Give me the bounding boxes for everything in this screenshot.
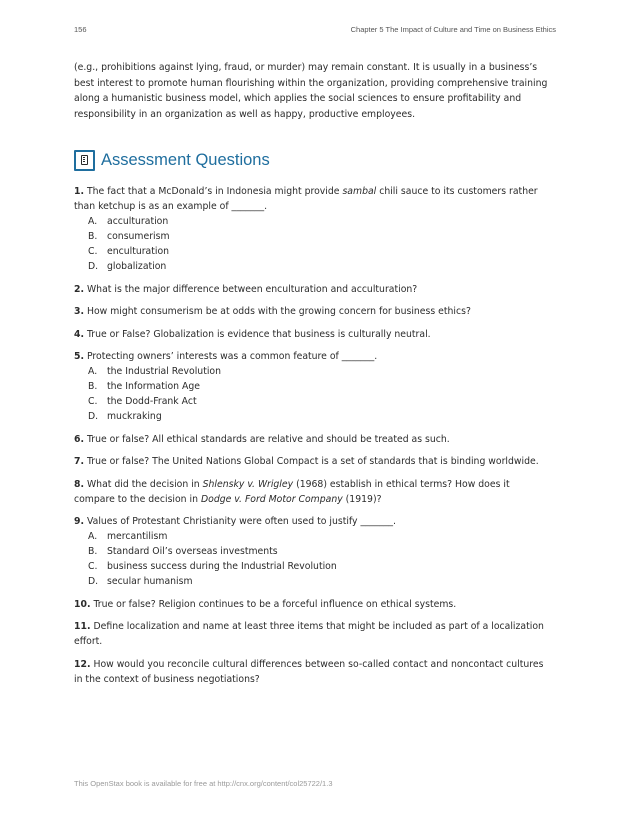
option-letter: C. [88, 396, 98, 407]
question-7 [74, 454, 544, 469]
question-12 [74, 657, 544, 687]
answer-option [74, 559, 544, 574]
option-letter: D. [88, 261, 99, 272]
option-letter: C. [88, 561, 98, 572]
question-number: 8. [74, 478, 85, 490]
answer-option [74, 409, 544, 424]
question-number: 10. [74, 598, 91, 610]
option-text: the Information Age [107, 381, 200, 392]
question-10 [74, 597, 544, 612]
question-text: Values of Protestant Christianity were often used to justify _______. [86, 516, 396, 527]
option-text: mercantilism [107, 531, 168, 542]
question-number: 5. [74, 351, 85, 362]
page-footer: This OpenStax book is available for free at http://cnx.org/content/col25722/1.3 [74, 779, 333, 788]
question-number: 1. [74, 186, 85, 197]
question-5 [74, 349, 544, 424]
option-letter: C. [88, 246, 98, 257]
answer-option [74, 364, 544, 379]
question-text: True or False? Globalization is evidence that business is culturally neutral. [86, 328, 431, 340]
question-1 [74, 184, 544, 274]
question-number: 2. [74, 283, 85, 295]
question-text: What is the major difference between enculturation and acculturation? [86, 283, 418, 295]
question-number: 4. [74, 328, 85, 340]
answer-option [74, 544, 544, 559]
question-4 [74, 327, 544, 342]
option-letter: D. [88, 411, 99, 422]
question-text: What did the decision in [86, 478, 203, 490]
page-number: 156 [74, 25, 87, 34]
question-text: True or false? The United Nations Global Compact is a set of standards that is binding worldwide. [86, 456, 539, 467]
option-letter: B. [88, 231, 98, 242]
chapter-title: Chapter 5 The Impact of Culture and Time on Business Ethics [350, 25, 556, 34]
option-text: consumerism [107, 231, 170, 242]
question-3 [74, 304, 544, 319]
question-text: (1968) establish in ethical terms? How does it compare to the decision in [74, 478, 510, 505]
answer-option [74, 574, 544, 589]
question-2 [74, 282, 544, 297]
question-number: 6. [74, 433, 85, 445]
question-8 [74, 477, 544, 507]
document-icon [74, 150, 95, 171]
case-name: Shlensky v. Wrigley [202, 478, 294, 490]
answer-options [74, 529, 544, 589]
intro-paragraph: (e.g., prohibitions against lying, fraud, or murder) may remain constant. It is usually in a business’s best interest to promote human flourishing within the organization, providing comprehensive training along a humanistic business model, which applies the social sciences to ensure profitability and responsibility in an organization as well as happy, productive employees. [74, 62, 548, 120]
question-emphasis: sambal [342, 186, 377, 197]
option-text: acculturation [107, 216, 169, 227]
question-text: (1919)? [342, 493, 382, 505]
question-text: How might consumerism be at odds with the growing concern for business ethics? [86, 306, 471, 317]
option-letter: A. [88, 531, 98, 542]
question-text: Protecting owners’ interests was a common feature of _______. [86, 351, 378, 362]
answer-option [74, 394, 544, 409]
question-text: True or false? All ethical standards are relative and should be treated as such. [86, 433, 450, 445]
option-text: the Industrial Revolution [107, 366, 222, 377]
question-number: 9. [74, 516, 85, 527]
option-text: business success during the Industrial Revolution [107, 561, 337, 572]
answer-option [74, 529, 544, 544]
question-11 [74, 619, 544, 649]
option-text: secular humanism [107, 576, 193, 587]
question-text: The fact that a McDonald’s in Indonesia might provide [86, 186, 343, 197]
option-text: enculturation [107, 246, 170, 257]
question-text: How would you reconcile cultural differences between so-called contact and noncontact cultures in the context of business negotiations? [74, 658, 544, 685]
option-letter: A. [88, 366, 98, 377]
answer-option [74, 229, 544, 244]
question-text: Define localization and name at least three items that might be included as part of a localization effort. [74, 621, 544, 647]
option-text: muckraking [107, 411, 162, 422]
case-name: Dodge v. Ford Motor Company [200, 493, 343, 505]
answer-option [74, 259, 544, 274]
answer-option [74, 244, 544, 259]
section-title: Assessment Questions [101, 151, 270, 169]
question-list [74, 184, 544, 694]
option-text: globalization [107, 261, 167, 272]
option-letter: A. [88, 216, 98, 227]
answer-options [74, 364, 544, 424]
option-text: Standard Oil’s overseas investments [107, 546, 278, 557]
answer-options [74, 214, 544, 274]
option-letter: B. [88, 546, 98, 557]
question-text: True or false? Religion continues to be a forceful influence on ethical systems. [93, 598, 457, 610]
question-number: 7. [74, 456, 85, 467]
option-letter: B. [88, 381, 98, 392]
question-number: 11. [74, 621, 91, 632]
question-number: 12. [74, 658, 91, 670]
question-6 [74, 432, 544, 447]
answer-option [74, 214, 544, 229]
question-9 [74, 514, 544, 589]
answer-option [74, 379, 544, 394]
option-letter: D. [88, 576, 99, 587]
question-text: chili sauce to its customers rather than ketchup is as an example of _______. [74, 186, 538, 212]
question-number: 3. [74, 306, 85, 317]
option-text: the Dodd-Frank Act [107, 396, 197, 407]
